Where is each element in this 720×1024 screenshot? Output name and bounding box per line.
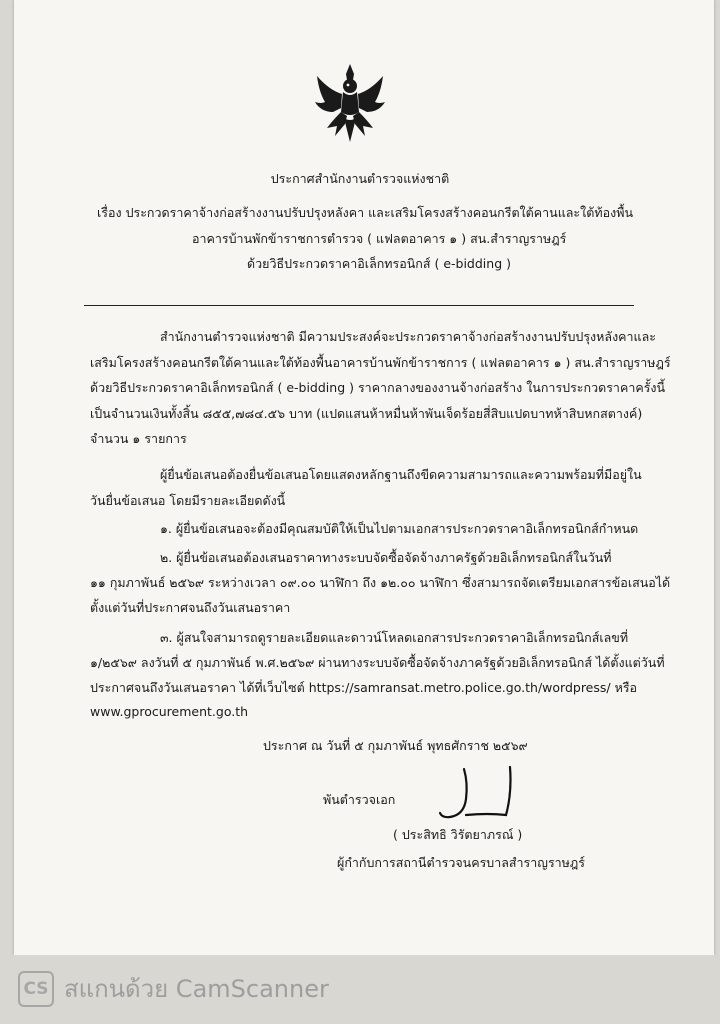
handwritten-signature-icon	[428, 763, 528, 823]
paragraph-1-line-3: ด้วยวิธีประกวดราคาอิเล็กทรอนิกส์ ( e-bidding ) ราคากลางของงานจ้างก่อสร้าง ในการประกวดราคาครั้งนี้	[90, 380, 666, 395]
camscanner-watermark-text: สแกนด้วย CamScanner	[64, 975, 329, 1003]
item-2-line-2: ๑๑ กุมภาพันธ์ ๒๕๖๙ ระหว่างเวลา ๐๙.๐๐ นาฬิกา ถึง ๑๒.๐๐ นาฬิกา ซึ่งสามารถจัดเตรียมเอกสารข้อเสนอได้	[90, 575, 671, 590]
paragraph-1-line-2: เสริมโครงสร้างคอนกรีตใต้คานและใต้ท้องพื้นอาคารบ้านพักข้าราชการ ( แฟลตอาคาร ๑ ) สน.สำราญราษฎร์	[90, 355, 671, 370]
item-3-line-2: ๑/๒๕๖๙ ลงวันที่ ๕ กุมภาพันธ์ พ.ศ.๒๕๖๙ ผ่านทางระบบจัดซื้อจัดจ้างภาครัฐด้วยอิเล็กทรอนิกส์ ได้ตั้งแต่วันที่	[90, 655, 665, 670]
signatory-name: ( ประสิทธิ วิรัตยาภรณ์ )	[393, 827, 523, 842]
paragraph-1-line-1: สำนักงานตำรวจแห่งชาติ มีความประสงค์จะประกวดราคาจ้างก่อสร้างงานปรับปรุงหลังคาและ	[160, 329, 656, 344]
announce-date: ประกาศ ณ วันที่ ๕ กุมภาพันธ์ พุทธศักราช ๒๕๖๙	[263, 738, 528, 753]
garuda-emblem-icon	[311, 62, 389, 144]
paragraph-2-line-1: ผู้ยื่นข้อเสนอต้องยื่นข้อเสนอโดยแสดงหลักฐานถึงขีดความสามารถและความพร้อมที่มีอยู่ใน	[160, 467, 642, 482]
subject-line-1: เรื่อง ประกวดราคาจ้างก่อสร้างงานปรับปรุงหลังคา และเสริมโครงสร้างคอนกรีตใต้คานและใต้ท้องพื้น	[97, 205, 633, 220]
scanner-footer	[0, 955, 720, 1024]
item-2-line-3: ตั้งแต่วันที่ประกาศจนถึงวันเสนอราคา	[90, 600, 291, 615]
camscanner-logo-icon: CS	[18, 971, 54, 1007]
item-3-line-4: www.gprocurement.go.th	[90, 704, 249, 719]
item-1-line-1: ๑. ผู้ยื่นข้อเสนอจะต้องมีคุณสมบัติให้เป็นไปตามเอกสารประกวดราคาอิเล็กทรอนิกส์กำหนด	[160, 521, 639, 536]
paragraph-1-line-5: จำนวน ๑ รายการ	[90, 431, 187, 446]
subject-line-3: ด้วยวิธีประกวดราคาอิเล็กทรอนิกส์ ( e-bidding )	[247, 256, 511, 271]
announcement-title: ประกาศสำนักงานตำรวจแห่งชาติ	[270, 171, 450, 186]
header-divider	[84, 305, 634, 306]
item-3-line-1: ๓. ผู้สนใจสามารถดูรายละเอียดและดาวน์โหลดเอกสารประกวดราคาอิเล็กทรอนิกส์เลขที่	[160, 630, 629, 645]
subject-line-2: อาคารบ้านพักข้าราชการตำรวจ ( แฟลตอาคาร ๑ ) สน.สำราญราษฎร์	[192, 231, 567, 246]
item-3-line-3: ประกาศจนถึงวันเสนอราคา ได้ที่เว็บไซต์ https://samransat.metro.police.go.th/wordpress/ หรือ	[90, 680, 638, 695]
paragraph-1-line-4: เป็นจำนวนเงินทั้งสิ้น ๘๕๕,๗๘๔.๕๖ บาท (แปดแสนห้าหมื่นห้าพันเจ็ดร้อยสี่สิบแปดบาทห้าสิบหกสตางค์)	[90, 406, 643, 421]
item-2-line-1: ๒. ผู้ยื่นข้อเสนอต้องเสนอราคาทางระบบจัดซื้อจัดจ้างภาครัฐด้วยอิเล็กทรอนิกส์ในวันที่	[160, 550, 612, 565]
signatory-rank: พันตำรวจเอก	[323, 792, 396, 807]
signatory-position: ผู้กำกับการสถานีตำรวจนครบาลสำราญราษฎร์	[337, 855, 586, 870]
paragraph-2-line-2: วันยื่นข้อเสนอ โดยมีรายละเอียดดังนี้	[90, 493, 286, 508]
